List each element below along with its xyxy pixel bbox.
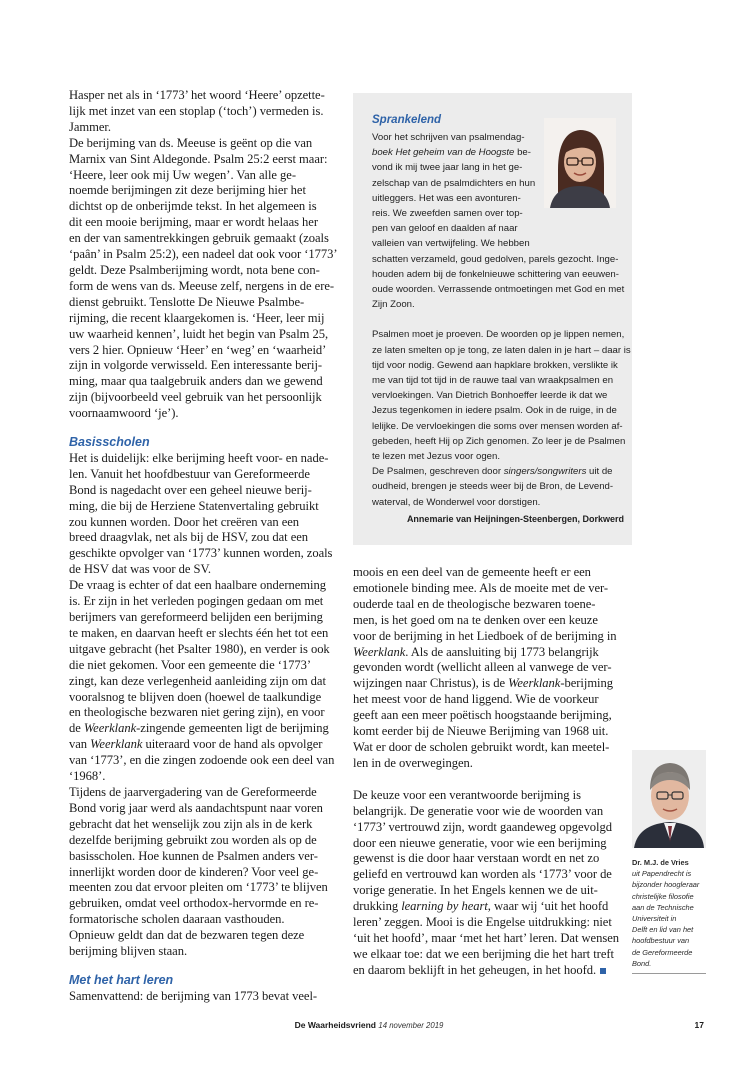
text-line: wijzingen naar Christus), is de Weerklank-berijming [353, 676, 614, 691]
text-line: men, is het goed om na te denken over een keuze [353, 612, 598, 627]
text-line: leren’ zeggen. Mooi is die Engelse uitdrukking: niet [353, 915, 612, 930]
text-line: vervloekingen. Van Dietrich Bonhoeffer leerde ik dat we [372, 390, 608, 402]
author-desc-line: hoofdbestuur van [632, 936, 690, 946]
left-column [69, 88, 341, 1005]
author-desc-line: Universiteit in [632, 914, 677, 924]
text-line: len in de overwegingen. [353, 755, 473, 770]
text-line: oudheid, brengen je steeds weer bij de Bron, de Levend- [372, 481, 614, 493]
author-name: Dr. M.J. de Vries [632, 858, 689, 867]
text-line: te maken, en daarvan heeft er slechts één het tot een [69, 625, 329, 640]
author-desc-line: de Gereformeerde [632, 947, 693, 957]
text-line: emotionele binding mee. Als de moeite met de ver- [353, 580, 609, 595]
text-line: en der van samentrekkingen gebruik gemaakt (zoals [69, 231, 329, 246]
text-line: Tijdens de jaarvergadering van de Gereformeerde [69, 784, 317, 799]
sidebar-title: Sprankelend [372, 114, 442, 126]
text-line: de HSV dat was voor de SV. [69, 562, 212, 577]
text-line: Bond is nagedacht over een geheel nieuwe berij- [69, 482, 312, 497]
text-line: me van tijd tot tijd in de rauwe taal van wraakpsalmen en [372, 375, 614, 387]
text-line: Bond vorig jaar werd als aandachtspunt naar voren [69, 800, 323, 815]
text-line: geschikte opvolger van ‘1773’ kunnen worden, zoals [69, 546, 333, 561]
italic-weerklank: Weerklank [508, 676, 561, 691]
text-line: meenten zou dat ervoor pleiten om ‘1773’ te blijven [69, 880, 328, 895]
text-line: door een nieuwe generatie, voor wie een berijming [353, 835, 607, 850]
italic-learning-by-heart: learning by heart [401, 899, 488, 914]
text-line: vorige generatie. In het Engels kennen we de uit- [353, 883, 598, 898]
text-line: en theologische bezwaren niet gering zijn), en voor [69, 705, 325, 720]
text-line: voornaamwoord ‘je’). [69, 406, 179, 421]
author-bio [632, 857, 706, 974]
book-title-italic: boek Het geheim van de Hoogste [372, 147, 515, 159]
text-line: tijd voor nodig. Gewend aan hapklare brokken, verslikte ik [372, 359, 618, 371]
text-line: ouderde taal en de theologische bezwaren toene- [353, 596, 596, 611]
basisscholen-paragraph [69, 451, 341, 578]
text-line: van ‘1773’, en die zingen zodoende ook een deel van [69, 753, 335, 768]
text-line: Opnieuw geldt dan dat de bezwaren tegen deze [69, 928, 305, 943]
text-line: van Weerklank uiteraard voor de hand als opvolger [69, 737, 323, 752]
text-line: reis. We zweefden samen over top- [372, 208, 523, 220]
page-footer [0, 1020, 738, 1034]
text-line: het meest voor de hand liggend. Wie de voorkeur [353, 692, 599, 707]
text-line: vooralsnog te blijven doen (hoewel de taalkundige [69, 689, 322, 704]
text-line: zijn (bijvoorbeeld veel gebruik van het persoonlijk [69, 390, 322, 405]
text-line: valleien van vertwijfeling. We hebben [372, 238, 530, 250]
text-line: gebracht dat het wenselijk zou zijn als in de kerk [69, 816, 313, 831]
text-line: dezelfde berijming gebruikt zou worden als op de [69, 832, 317, 847]
text-line: De vraag is echter of dat een haalbare onderneming [69, 578, 326, 593]
text-line: zijn in volgorde verwisseld. Een interessante berij- [69, 358, 323, 373]
text-line: Het is duidelijk: elke berijming heeft voor- en nade- [69, 450, 329, 465]
text-line: komt eerder bij de Nieuwe Berijming van 1968 uit. [353, 724, 609, 739]
text-line: gewenst is die door haar verstaan wordt en net zo [353, 851, 600, 866]
end-of-article-mark [600, 968, 606, 974]
text-line: lelijke. De vervloekingen die soms over mensen worden af- [372, 420, 623, 432]
text-line: lijk met inzet van een stoplap (‘toch’) vermeden is. [69, 103, 324, 118]
text-line: oude woorden. Verrassende ontmoetingen met God en met [372, 284, 625, 296]
text-line: De keuze voor een verantwoorde berijming is [353, 787, 581, 802]
text-line: is. Er zijn in het verleden pogingen gedaan om met [69, 594, 324, 609]
author-desc-line: bijzonder hoogleraar [632, 880, 700, 890]
heading-basisscholen: Basisscholen [69, 435, 150, 450]
sidebar-paragraph-2 [372, 327, 631, 509]
conclusion-paragraph [353, 788, 620, 979]
page-number: 17 [694, 1020, 704, 1030]
text-line: ‘1773’ vertrouwd zijn, wordt gaandeweg opgevolgd [353, 819, 612, 834]
text-line: voor de berijming in het Liedboek of de berijming in [353, 628, 617, 643]
text-line: moois en een deel van de gemeente heeft er een [353, 565, 591, 579]
author-desc-line: christelijke filosofie [632, 891, 694, 901]
text-line: rijming, die recent klaargekomen is. ‘Heer, leer mij [69, 310, 325, 325]
text-line: gevonden wordt (wellicht alleen al vanwege de ver- [353, 660, 612, 675]
text-line: geldt. Deze Psalmberijming wordt, nota bene con- [69, 262, 320, 277]
text-line: Wat er door de scholen gebruikt wordt, kan meetel- [353, 739, 610, 754]
text-line: gebeden, heeft Hij op Zich genomen. Zo leer je de Psalmen [372, 435, 626, 447]
italic-singers: singers/songwriters [503, 466, 587, 478]
text-line: Zijn Zoon. [372, 299, 415, 311]
text-line: len. Vanuit het hoofdbestuur van Gereformeerde [69, 466, 310, 481]
text-line: houden adem bij de fonkelnieuwe schittering van eeuwen- [372, 268, 619, 280]
text-line: ‘1968’. [69, 769, 106, 784]
text-line: ze laten smelten op je tong, ze laten dalen in je hart – daar is [372, 344, 631, 356]
text-line: Weerklank. Als de aansluiting bij 1773 belangrijk [353, 644, 599, 659]
text-line: pen van geloof en daalden af naar [372, 223, 518, 235]
text-line: innerlijkt worden door de kinderen? Voor veel ge- [69, 864, 319, 879]
text-line: die niet gekomen. Voor een gemeente die ‘1773’ [69, 657, 312, 672]
intro-paragraph [69, 88, 341, 422]
text-line: vers 2 hier. Opnieuw ‘Heer’ en ‘weg’ en ‘waarheid’ [69, 342, 327, 357]
text-line: gebruiken, omdat veel orthodox-hervormde en re- [69, 896, 319, 911]
italic-weerklank: Weerklank [83, 721, 137, 736]
author-desc-line: Delft en lid van het [632, 925, 694, 935]
text-line: De Psalmen, geschreven door singers/songwriters uit de [372, 466, 613, 478]
heading-met-het-hart-leren: Met het hart leren [69, 972, 174, 987]
issue-date: 14 november 2019 [378, 1021, 444, 1030]
italic-weerklank: Weerklank [90, 737, 143, 752]
text-line: uitgave gebracht (het Psalter 1980), en verder is ook [69, 641, 330, 656]
samenvattend-paragraph [69, 989, 341, 1005]
text-line: basisscholen. Hoe kunnen de Psalmen anders ver- [69, 848, 318, 863]
text-line: form de wens van ds. Meeuse zelf, nergens in de ere- [69, 278, 335, 293]
text-line: te lezen met Jezus voor ogen. [372, 451, 500, 463]
text-line: noemde berijmingen zit deze berijming hier het [69, 183, 306, 198]
text-line: berijming blijven staan. [69, 944, 188, 959]
text-line: geliefd en vertrouwd kan worden als ‘1773’ voor de [353, 867, 612, 882]
text-line: zingt, kan deze verlegenheid aanleiding zijn om dat [69, 673, 326, 688]
jaarvergadering-paragraph [69, 785, 341, 960]
text-line: de Weerklank-zingende gemeenten ligt de berijming [69, 721, 329, 736]
text-line: en daarom beklijft in het geheugen, in het hoofd. [353, 963, 620, 979]
text-line: Jammer. [69, 119, 111, 134]
portrait-photo-woman [544, 118, 616, 208]
text-line: formatorische scholen daaraan vasthouden. [69, 912, 285, 927]
text-line: ming, maar qua taalgebruik anders dan we gewend [69, 374, 323, 389]
text-line: belangrijk. De generatie voor wie de woorden van [353, 803, 604, 818]
text-line: ‘Heere, leer ook mij Uw wegen’. Van alle ge- [69, 167, 296, 182]
haalbaarheid-paragraph [69, 578, 341, 785]
footer-publication [0, 1020, 738, 1030]
text-line: geeft aan een meer poëtisch hoogstaande berijming, [353, 708, 612, 723]
text-line: zou kunnen worden. Door het creëren van een [69, 514, 300, 529]
text-line: ‘paân’ in Psalm 25:2), een nadeel dat ook voor ‘1773’ [69, 247, 338, 262]
text-line: dit een mooie berijming, maar er wordt helaas her [69, 215, 318, 230]
text-line: Voor het schrijven van psalmendag- [372, 132, 525, 143]
text-line: Jezus tegenkomen in iedere psalm. Ook in de ruige, in de [372, 405, 617, 417]
text-line: Marnix van Sint Aldegonde. Psalm 25:2 eerst maar: [69, 151, 328, 166]
text-line: dichtst op de onberijmde tekst. In het algemeen is [69, 199, 317, 214]
author-desc-line: uit Papendrecht is [632, 869, 692, 879]
text-line: vond ik mij twee jaar lang in het ge- [372, 162, 523, 174]
text-line: Hasper net als in ‘1773’ het woord ‘Heere’ opzette- [69, 88, 325, 102]
text-line: uitleggers. Het was een avonturen- [372, 192, 521, 204]
text-line: boek Het geheim van de Hoogste be- [372, 147, 531, 159]
author-desc-line: Bond. [632, 958, 652, 968]
text-line: uw waarheid kennen’, luidt het begin van Psalm 25, [69, 326, 329, 341]
author-desc-line: aan de Technische [632, 902, 694, 912]
text-line: we elkaar toe: dat we een berijming die het hart treft [353, 946, 614, 961]
magazine-name: De Waarheidsvriend [294, 1020, 376, 1030]
text-line: drukking learning by heart, waar wij ‘uit het hoofd [353, 899, 609, 914]
text-line: ming, die bij de Herziene Statenvertaling gebruikt [69, 498, 319, 513]
text-line: ‘uit het hoofd’, maar ‘met het hart’ leren. Dat wensen [353, 930, 619, 945]
text-line: dienst gebruikt. Tenslotte De Nieuwe Psalmbe- [69, 294, 305, 309]
text-line: schatten verzameld, goud gedolven, parels gezocht. Inge- [372, 253, 619, 265]
continuation-paragraph [353, 565, 620, 772]
text-line: berijmers van gereformeerd belijden een berijming [69, 610, 323, 624]
text-line: De berijming van ds. Meeuse is geënt op die van [69, 135, 313, 150]
text-line: Samenvattend: de berijming van 1773 bevat veel- [69, 988, 318, 1003]
text-line: Psalmen moet je proeven. De woorden op je lippen nemen, [372, 329, 625, 341]
text-line: breed draagvlak, net als bij de HSV, zou dat een [69, 530, 309, 545]
right-column [353, 565, 620, 979]
italic-weerklank: Weerklank [353, 644, 406, 659]
text-line: zelschap van de psalmdichters en hun [372, 177, 536, 189]
author-portrait-photo [632, 750, 706, 848]
sidebar-signature: Annemarie van Heijningen-Steenbergen, Dorkwerd [406, 513, 624, 524]
text-line: waterval, de Wonderwel voor dorstigen. [372, 496, 541, 508]
